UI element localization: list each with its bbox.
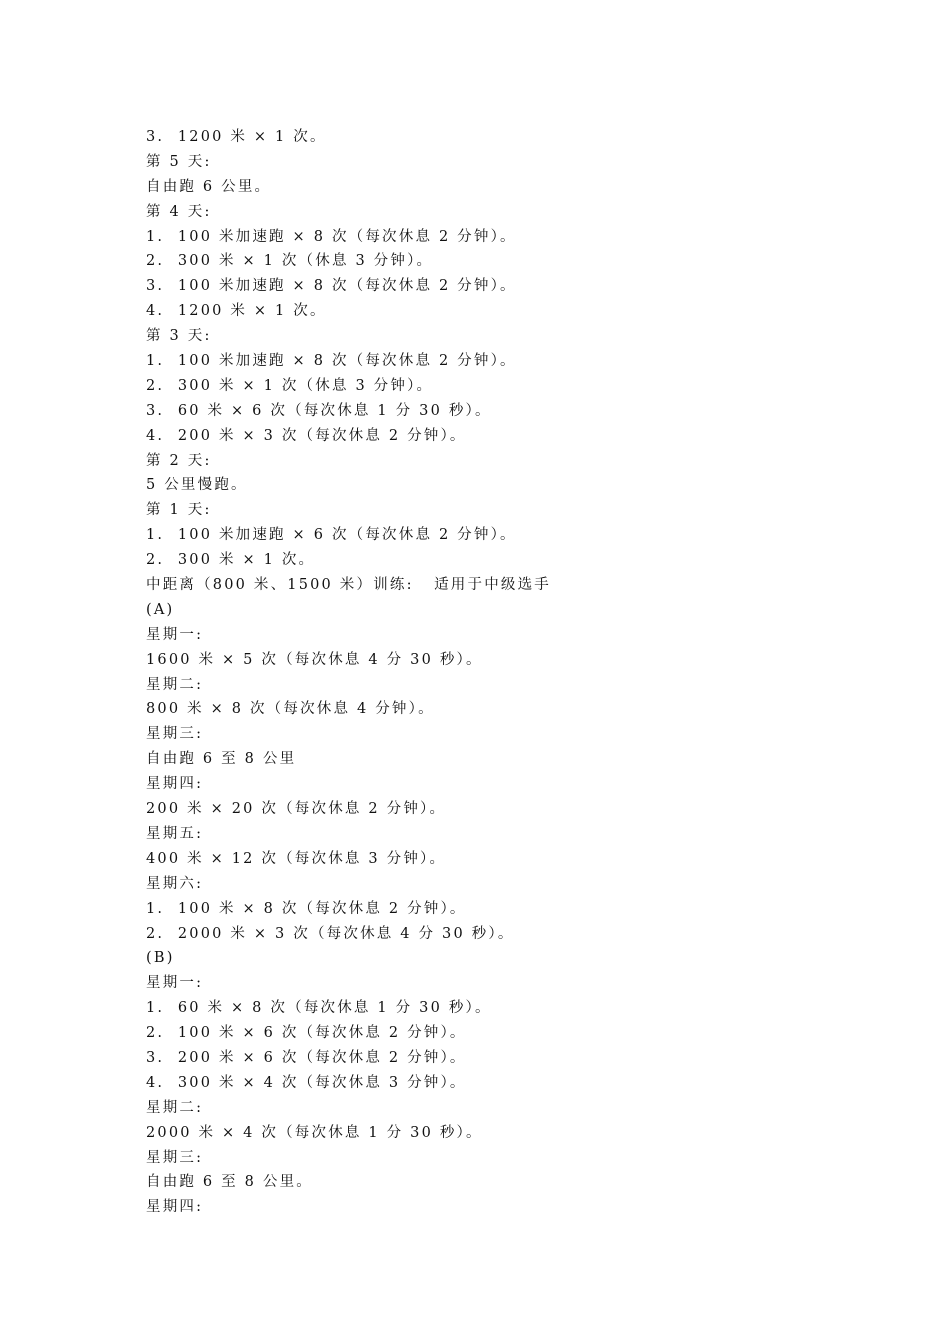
text-line: 自由跑 6 公里。 [146,178,272,195]
weekday-heading: 星期三: [146,1149,204,1166]
plan-label: (B) [146,950,175,967]
text-line: 400 米 × 12 次（每次休息 3 分钟）。 [146,850,447,867]
document-body [146,125,846,1220]
text-line: 2. 300 米 × 1 次。 [146,552,316,569]
day-heading: 第 2 天: [146,452,212,469]
weekday-heading: 星期一: [146,975,204,992]
text-line: 1600 米 × 5 次（每次休息 4 分 30 秒）。 [146,651,483,668]
weekday-heading: 星期四: [146,1199,204,1216]
text-line: 3. 60 米 × 6 次（每次休息 1 分 30 秒）。 [146,402,492,419]
text-line: 1. 60 米 × 8 次（每次休息 1 分 30 秒）。 [146,1000,492,1017]
text-line: 3. 200 米 × 6 次（每次休息 2 分钟）。 [146,1049,467,1066]
text-line: 4. 1200 米 × 1 次。 [146,303,327,320]
text-line: 1. 100 米 × 8 次（每次休息 2 分钟）。 [146,900,467,917]
day-heading: 第 3 天: [146,328,212,345]
text-line: 1. 100 米加速跑 × 8 次（每次休息 2 分钟）。 [146,228,517,245]
plan-label: (A) [146,601,175,618]
text-line: 4. 300 米 × 4 次（每次休息 3 分钟）。 [146,1074,467,1091]
weekday-heading: 星期三: [146,726,204,743]
text-line: 5 公里慢跑。 [146,477,248,494]
text-line: 2. 300 米 × 1 次（休息 3 分钟）。 [146,377,434,394]
day-heading: 第 4 天: [146,203,212,220]
weekday-heading: 星期二: [146,1099,204,1116]
text-line: 4. 200 米 × 3 次（每次休息 2 分钟）。 [146,427,467,444]
text-line: 1. 100 米加速跑 × 8 次（每次休息 2 分钟）。 [146,353,517,370]
text-line: 自由跑 6 至 8 公里 [146,751,297,768]
text-line: 3. 1200 米 × 1 次。 [146,129,327,145]
text-line: 2. 300 米 × 1 次（休息 3 分钟）。 [146,253,434,270]
weekday-heading: 星期五: [146,825,204,842]
weekday-heading: 星期一: [146,626,204,643]
day-heading: 第 1 天: [146,502,212,519]
text-line: 3. 100 米加速跑 × 8 次（每次休息 2 分钟）。 [146,278,517,295]
text-line: 200 米 × 20 次（每次休息 2 分钟）。 [146,801,447,818]
text-line: 2000 米 × 4 次（每次休息 1 分 30 秒）。 [146,1124,483,1141]
weekday-heading: 星期二: [146,676,204,693]
text-line: 1. 100 米加速跑 × 6 次（每次休息 2 分钟）。 [146,527,517,544]
section-heading: 中距离（800 米、1500 米）训练: 适用于中级选手 [146,577,552,594]
text-line: 2. 2000 米 × 3 次（每次休息 4 分 30 秒）。 [146,925,515,942]
text-line: 800 米 × 8 次（每次休息 4 分钟）。 [146,701,435,718]
text-line: 2. 100 米 × 6 次（每次休息 2 分钟）。 [146,1025,467,1042]
weekday-heading: 星期四: [146,776,204,793]
text-line: 自由跑 6 至 8 公里。 [146,1174,313,1191]
day-heading: 第 5 天: [146,153,212,170]
weekday-heading: 星期六: [146,875,204,892]
